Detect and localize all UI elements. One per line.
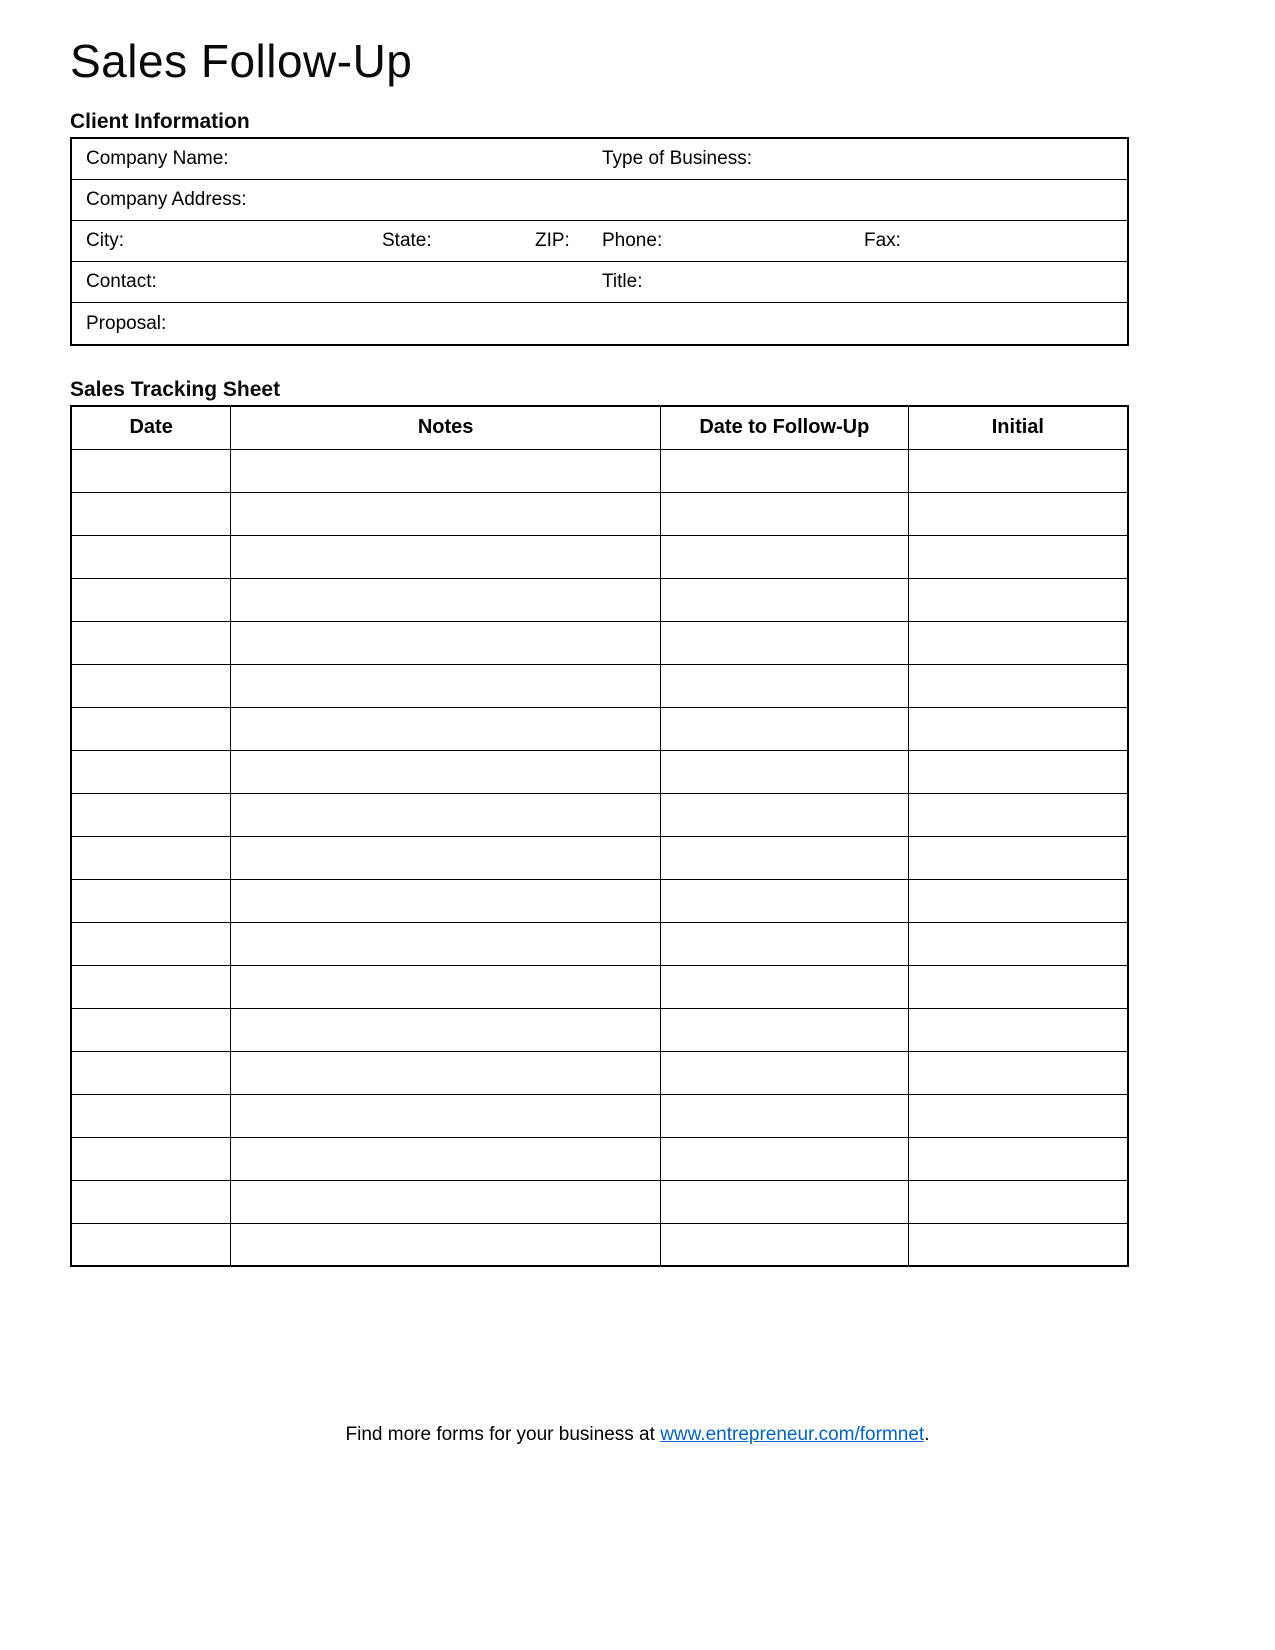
tracking-row (71, 578, 1128, 621)
tracking-cell (231, 578, 661, 621)
tracking-cell (908, 1051, 1128, 1094)
tracking-cell (908, 707, 1128, 750)
tracking-cell (908, 879, 1128, 922)
tracking-cell (660, 492, 908, 535)
tracking-row (71, 922, 1128, 965)
footer-suffix: . (924, 1424, 930, 1445)
tracking-cell (71, 578, 231, 621)
tracking-cell (660, 1051, 908, 1094)
tracking-cell (908, 965, 1128, 1008)
tracking-cell (71, 1051, 231, 1094)
zip-label: ZIP: (535, 230, 570, 251)
footer-link[interactable]: www.entrepreneur.com/formnet (660, 1424, 925, 1445)
tracking-cell (231, 965, 661, 1008)
tracking-cell (71, 1180, 231, 1223)
tracking-row (71, 664, 1128, 707)
client-row-address (72, 180, 1127, 221)
tracking-cell (71, 1223, 231, 1266)
tracking-cell (71, 965, 231, 1008)
tracking-cell (231, 535, 661, 578)
client-information-heading: Client Information (70, 110, 250, 133)
tracking-row (71, 836, 1128, 879)
tracking-cell (908, 836, 1128, 879)
tracking-cell (660, 922, 908, 965)
tracking-row (71, 1008, 1128, 1051)
tracking-row (71, 707, 1128, 750)
sales-tracking-heading: Sales Tracking Sheet (70, 378, 281, 401)
tracking-cell (660, 965, 908, 1008)
client-row-city-state-zip (72, 221, 1127, 262)
tracking-cell (660, 1008, 908, 1051)
tracking-cell (231, 750, 661, 793)
tracking-cell (71, 750, 231, 793)
tracking-cell (231, 879, 661, 922)
tracking-cell (231, 1180, 661, 1223)
tracking-table-body (71, 449, 1128, 1266)
tracking-cell (71, 707, 231, 750)
tracking-cell (908, 621, 1128, 664)
tracking-cell (660, 793, 908, 836)
tracking-cell (908, 1223, 1128, 1266)
tracking-header-row (71, 406, 1128, 449)
tracking-cell (660, 449, 908, 492)
tracking-cell (231, 707, 661, 750)
type-of-business-label: Type of Business: (602, 148, 752, 169)
tracking-cell (908, 664, 1128, 707)
tracking-cell (71, 449, 231, 492)
tracking-cell (231, 922, 661, 965)
tracking-cell (231, 793, 661, 836)
tracking-cell (231, 492, 661, 535)
tracking-row (71, 1137, 1128, 1180)
column-header-initial: Initial (908, 406, 1128, 449)
footer-text (0, 1424, 1275, 1446)
tracking-cell (660, 1137, 908, 1180)
tracking-cell (908, 750, 1128, 793)
tracking-cell (71, 1008, 231, 1051)
tracking-cell (908, 449, 1128, 492)
tracking-cell (231, 1137, 661, 1180)
tracking-row (71, 621, 1128, 664)
footer-prefix: Find more forms for your business at (345, 1424, 661, 1445)
tracking-cell (908, 492, 1128, 535)
tracking-cell (71, 664, 231, 707)
tracking-cell (231, 1008, 661, 1051)
tracking-cell (908, 922, 1128, 965)
tracking-table-head (71, 406, 1128, 449)
tracking-row (71, 1223, 1128, 1266)
tracking-row (71, 879, 1128, 922)
tracking-cell (231, 449, 661, 492)
tracking-cell (231, 1223, 661, 1266)
tracking-cell (660, 621, 908, 664)
fax-label: Fax: (864, 230, 901, 251)
tracking-cell (660, 664, 908, 707)
tracking-row (71, 793, 1128, 836)
tracking-cell (231, 1051, 661, 1094)
tracking-cell (231, 836, 661, 879)
title-label: Title: (602, 271, 643, 292)
city-label: City: (86, 230, 124, 251)
page-title: Sales Follow-Up (70, 35, 413, 87)
state-label: State: (382, 230, 432, 251)
tracking-cell (660, 836, 908, 879)
tracking-cell (231, 621, 661, 664)
document-content (70, 0, 1129, 1267)
tracking-cell (660, 750, 908, 793)
tracking-cell (71, 793, 231, 836)
tracking-row (71, 750, 1128, 793)
contact-label: Contact: (86, 271, 157, 292)
tracking-cell (71, 879, 231, 922)
tracking-cell (908, 578, 1128, 621)
tracking-row (71, 535, 1128, 578)
tracking-cell (908, 1180, 1128, 1223)
tracking-cell (908, 793, 1128, 836)
tracking-cell (660, 535, 908, 578)
client-row-contact (72, 262, 1127, 303)
column-header-date-to-follow-up: Date to Follow-Up (660, 406, 908, 449)
tracking-cell (231, 664, 661, 707)
sales-tracking-table (70, 405, 1129, 1267)
client-information-table (70, 137, 1129, 346)
tracking-cell (908, 1008, 1128, 1051)
tracking-cell (908, 1137, 1128, 1180)
tracking-row (71, 492, 1128, 535)
company-name-label: Company Name: (86, 148, 229, 169)
tracking-cell (908, 1094, 1128, 1137)
tracking-cell (660, 1094, 908, 1137)
tracking-cell (71, 836, 231, 879)
tracking-cell (231, 1094, 661, 1137)
tracking-cell (71, 535, 231, 578)
tracking-row (71, 1051, 1128, 1094)
column-header-date: Date (71, 406, 231, 449)
tracking-row (71, 1094, 1128, 1137)
tracking-cell (71, 621, 231, 664)
tracking-cell (71, 1094, 231, 1137)
tracking-cell (660, 1180, 908, 1223)
tracking-cell (71, 1137, 231, 1180)
tracking-row (71, 965, 1128, 1008)
column-header-notes: Notes (231, 406, 661, 449)
tracking-cell (660, 578, 908, 621)
client-row-proposal (72, 303, 1127, 344)
tracking-row (71, 1180, 1128, 1223)
phone-label: Phone: (602, 230, 663, 251)
company-address-label: Company Address: (86, 189, 247, 210)
client-row-company (72, 139, 1127, 180)
tracking-cell (660, 879, 908, 922)
tracking-cell (71, 922, 231, 965)
tracking-row (71, 449, 1128, 492)
tracking-cell (660, 1223, 908, 1266)
proposal-label: Proposal: (86, 312, 167, 334)
tracking-cell (71, 492, 231, 535)
tracking-cell (908, 535, 1128, 578)
tracking-cell (660, 707, 908, 750)
